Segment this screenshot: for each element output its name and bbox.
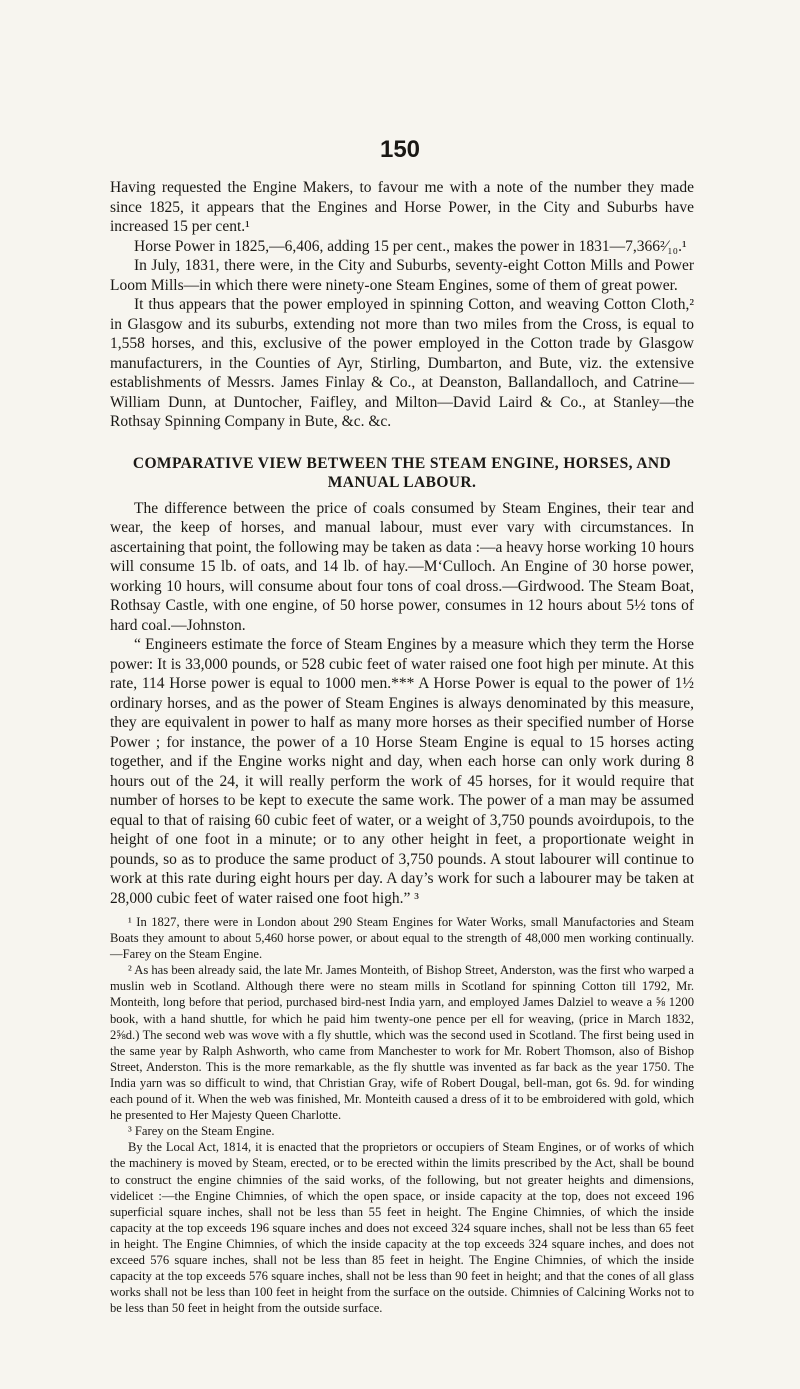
- footnote: ² As has been already said, the late Mr. James Monteith, of Bishop Street, Anderston, was the first who warped a muslin web in Scotland. Although there were no steam mills in Scotland for spinning Cotton till 1792, Mr. Monteith, long before that period, purchased bird-nest India yarn, and employed James Dalziel to weave a ⅝ 1200 book, with a hand shuttle, for which he paid him twenty-one pence per ell for weaving, (price in March 1832, 2⅝d.) The second web was wove with a fly shuttle, which was the second used in Scotland. The first being used in the same year by Ralph Ashworth, who came from Manchester to work for Mr. Robert Thomson, also of Bishop Street, Anderston. This is the more remarkable, as the fly shuttle was invented as far back as the year 1750. The India yarn was so difficult to wind, that Christian Gray, wife of Robert Dougal, bell-man, got 6s. 9d. for winding each pound of it. When the web was finished, Mr. Monteith caused a dress of it to be embroidered with gold, which he presented to Her Majesty Queen Charlotte.: [110, 963, 694, 1123]
- paragraph: The difference between the price of coals consumed by Steam Engines, their tear and wear, the keep of horses, and manual labour, must ever vary with circumstances. In ascertaining that point, the following may be taken as data :—a heavy horse working 10 hours will consume 15 lb. of oats, and 14 lb. of hay.—M‘Culloch. An Engine of 30 horse power, working 10 hours, will consume about four tons of coal dross.—Girdwood. The Steam Boat, Rothsay Castle, with one engine, of 50 horse power, consumes in 12 hours about 5½ tons of hard coal.—Johnston.: [110, 499, 694, 634]
- section-heading: COMPARATIVE VIEW BETWEEN THE STEAM ENGINE, HORSES, AND MANUAL LABOUR.: [132, 454, 672, 491]
- paragraph: Having requested the Engine Makers, to favour me with a note of the number they made since 1825, it appears that the Engines and Horse Power, in the City and Suburbs have increased 15 per cent.¹: [110, 179, 694, 235]
- paragraph: It thus appears that the power employed in spinning Cotton, and weaving Cotton Cloth,² in Glasgow and its suburbs, extending not more than two miles from the Cross, is equal to 1,558 horses, and this, exclusive of the power employed in the Cotton trade by Glasgow manufacturers, in the Counties of Ayr, Stirling, Dumbarton, and Bute, viz. the extensive establishments of Messrs. James Finlay & Co., at Deanston, Ballandalloch, and Catrine—William Dunn, at Duntocher, Faifley, and Milton—David Laird & Co., at Stanley—the Rothsay Spinning Company in Bute, &c. &c.: [110, 296, 694, 430]
- footnotes: [110, 914, 694, 1316]
- footnote: ¹ In 1827, there were in London about 290 Steam Engines for Water Works, small Manufactories and Steam Boats they amount to about 5,460 horse power, or about equal to the strength of 48,000 men working continually.—Farey on the Steam Engine.: [110, 915, 694, 962]
- footnote: ³ Farey on the Steam Engine.: [128, 1124, 275, 1139]
- paragraph: In July, 1831, there were, in the City and Suburbs, seventy-eight Cotton Mills and Power Loom Mills—in which there were ninety-one Steam Engines, some of them of great power.: [110, 257, 694, 294]
- footnote: By the Local Act, 1814, it is enacted that the proprietors or occupiers of Steam Engines, or of works of which the machinery is moved by Steam, erected, or to be erected within the limits prescribed by the Act, shall be bound to construct the engine chimnies of the said works, of the following, but not greater heights and dimensions, videlicet :—the Engine Chimnies, of which the open space, or inside capacity at the top, does not exceed 196 superficial square inches, shall not be less than 55 feet in height. The Engine Chimnies, of which the inside capacity at the top exceeds 196 square inches and does not exceed 324 square inches, shall not be less than 65 feet in height. The Engine Chimnies, of which the inside capacity at the top exceeds 324 square inches, and does not exceed 576 square inches, shall not be less than 85 feet in height. The Engine Chimnies, of which the inside capacity at the top exceeds 576 square inches, shall not be less than 90 feet in height; and that the cones of all glass works shall not be less than 100 feet in height from the surface on the outside. Chimnies of Calcining Works not to be less than 50 feet in height from the outside surface.: [110, 1140, 694, 1316]
- body-text: [110, 178, 694, 1316]
- page-number: 150: [379, 136, 421, 163]
- paragraph: Horse Power in 1825,—6,406, adding 15 per cent., makes the power in 1831—7,366²⁄₁₀.¹: [134, 237, 687, 255]
- paragraph: “ Engineers estimate the force of Steam Engines by a measure which they term the Horse power: It is 33,000 pounds, or 528 cubic feet of water raised one foot high per minute. At this rate, 114 Horse power is equal to 1000 men.*** A Horse Power is equal to the power of 1½ ordinary horses, and as the power of Steam Engines is always denominated by this measure, they are equivalent in power to half as many more horses as their specified number of Horse Power ; for instance, the power of a 10 Horse Steam Engine is equal to 15 horses acting together, and if the Engine works night and day, when each horse can only work during 8 hours out of the 24, it will really perform the work of 45 horses, for it would require that number of horses to be kept to execute the same work. The power of a man may be assumed equal to that of raising 60 cubic feet of water, or a weight of 3,750 pounds avoirdupois, to the height of one foot in a minute; or to any other height in feet, a proportionate weight in pounds, so as to produce the same product of 3,750 pounds. A stout labourer will continue to work at this rate during eight hours per day. A day’s work for such a labourer may be taken at 28,000 cubic feet of water raised one foot high.” ³: [110, 636, 694, 907]
